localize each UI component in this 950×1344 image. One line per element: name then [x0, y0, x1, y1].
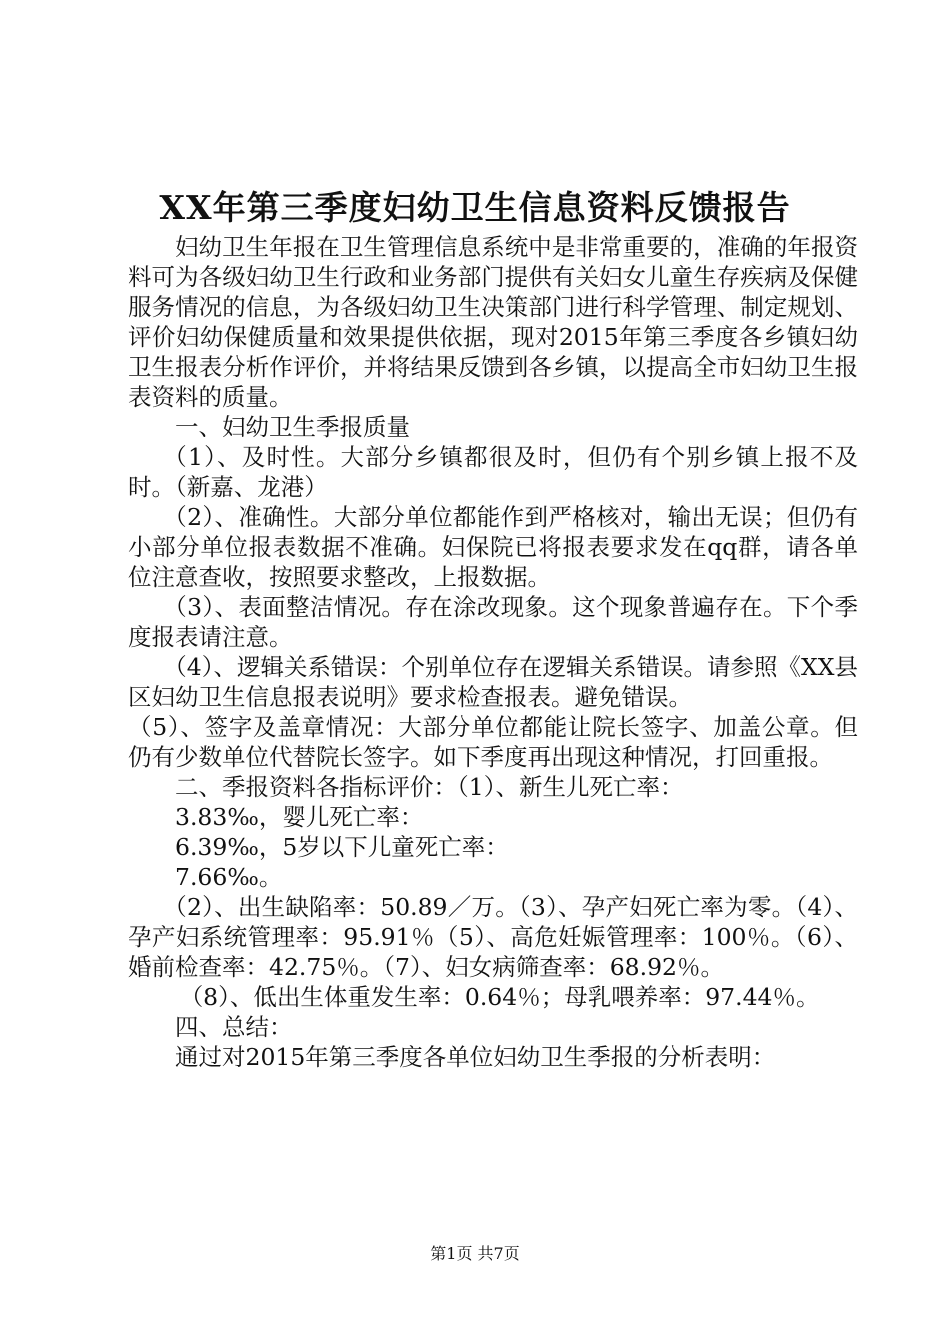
indicator-line-1: 3.83‰，婴儿死亡率：	[175, 803, 424, 831]
document-title: XX年第三季度妇幼卫生信息资料反馈报告	[159, 188, 791, 227]
intro-paragraph: 妇幼卫生年报在卫生管理信息系统中是非常重要的，准确的年报资料可为各级妇幼卫生行政和业务部门提供有关妇女儿童生存疾病及保健服务情况的信息，为各级妇幼卫生决策部门进行科学管理、制定规划、评价妇幼保健质量和效果提供依据，现对2015年第三季度各乡镇妇幼卫生报表分析作评价，并将结果反馈到各乡镇，以提高全市妇幼卫生报表资料的质量。	[128, 233, 858, 411]
item-neatness: （3）、表面整洁情况。存在涂改现象。这个现象普遍存在。下个季度报表请注意。	[128, 593, 858, 651]
section-heading-indicators: 二、季报资料各指标评价：（1）、新生儿死亡率：	[175, 773, 684, 801]
item-logic-errors: （4）、逻辑关系错误：个别单位存在逻辑关系错误。请参照《XX县区妇幼卫生信息报表说明》要求检查报表。避免错误。	[128, 653, 858, 711]
indicator-rates-paragraph: （2）、出生缺陷率：50.89／万。（3）、孕产妇死亡率为零。（4）、孕产妇系统管理率：95.91％（5）、高危妊娠管理率：100％。（6）、婚前检查率：42.75％。（7）、妇女病筛查率：68.92％。	[128, 893, 858, 981]
section-heading-quality: 一、妇幼卫生季报质量	[175, 413, 410, 441]
indicator-birth-weight-paragraph: （8）、低出生体重发生率：0.64％；母乳喂养率：97.44％。	[179, 983, 820, 1011]
document-body	[128, 232, 858, 1072]
section-heading-summary: 四、总结：	[175, 1013, 293, 1041]
indicator-line-2: 6.39‰，5岁以下儿童死亡率：	[175, 833, 509, 861]
item-signature-seal: （5）、签字及盖章情况：大部分单位都能让院长签字、加盖公章。但仍有少数单位代替院长签字。如下季度再出现这种情况，打回重报。	[128, 713, 858, 771]
item-accuracy: （2）、准确性。大部分单位都能作到严格核对，输出无误；但仍有小部分单位报表数据不准确。妇保院已将报表要求发在qq群，请各单位注意查收，按照要求整改，上报数据。	[128, 503, 858, 591]
summary-paragraph: 通过对2015年第三季度各单位妇幼卫生季报的分析表明：	[175, 1043, 776, 1071]
indicator-line-3: 7.66‰。	[175, 863, 283, 891]
page-number: 第1页 共7页	[430, 1244, 520, 1263]
item-timeliness: （1）、及时性。大部分乡镇都很及时，但仍有个别乡镇上报不及时。（新嘉、龙港）	[128, 443, 858, 501]
